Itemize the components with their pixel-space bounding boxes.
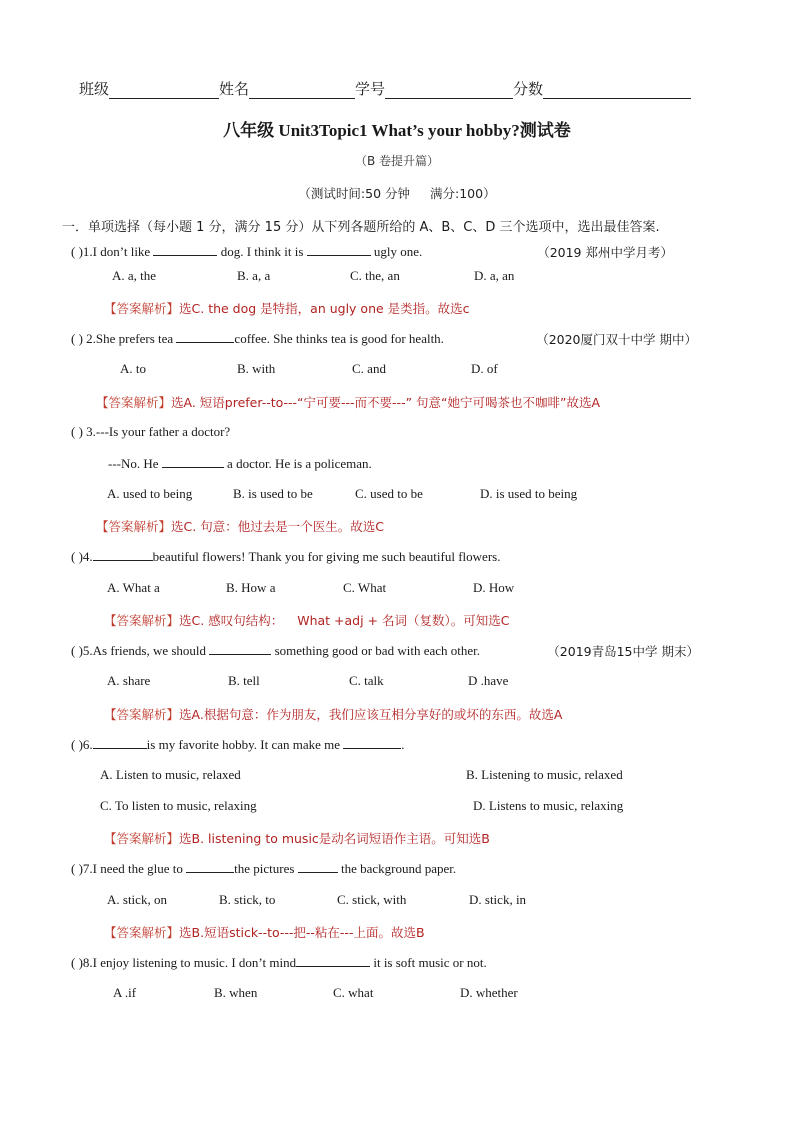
page-subtitle: （B 卷提升篇）: [354, 154, 440, 168]
answer-explanation-4: 【答案解析】选C. 感叹句结构： What +adj + 名词（复数）。可知选C: [104, 613, 510, 628]
answer-blank[interactable]: [153, 243, 217, 256]
option-a[interactable]: A. share: [107, 673, 151, 688]
answer-tag: 【答案解析】: [104, 301, 180, 316]
score-field[interactable]: [543, 82, 691, 99]
option-c[interactable]: C. and: [352, 361, 386, 376]
answer-explanation-5: 【答案解析】选A.根据句意：作为朋友，我们应该互相分享好的或坏的东西。故选A: [104, 707, 563, 722]
option-d[interactable]: D. How: [473, 580, 515, 595]
answer-explanation-1: 【答案解析】选C. the dog 是特指，an ugly one 是类指。故选c: [104, 301, 470, 316]
name-label: 姓名: [219, 80, 250, 98]
option-b[interactable]: B. Listening to music, relaxed: [466, 767, 623, 782]
option-a[interactable]: A .if: [113, 985, 137, 1000]
test-time: （测试时间:50 分钟: [298, 186, 411, 201]
question-stem: I don’t like: [92, 244, 154, 259]
option-a[interactable]: A. a, the: [112, 268, 157, 283]
question-2: ( ) 2.She prefers tea coffee. She thinks tea is good for health. （2020厦门双十中学 期中）: [71, 331, 697, 347]
answer-blank[interactable]: [298, 860, 338, 873]
option-a[interactable]: A. stick, on: [107, 892, 167, 907]
answer-blank[interactable]: [162, 455, 224, 468]
option-c[interactable]: C. used to be: [355, 486, 423, 501]
test-full-score: 满分:100）: [430, 186, 496, 201]
option-a[interactable]: A. Listen to music, relaxed: [100, 767, 241, 782]
question-7: ( )7.I need the glue to the pictures the background paper.: [71, 861, 457, 876]
question-3: ( ) 3.---Is your father a doctor?: [71, 424, 231, 439]
option-d[interactable]: D .have: [468, 673, 509, 688]
option-c[interactable]: C. the, an: [350, 268, 400, 283]
option-b[interactable]: B. a, a: [237, 268, 271, 283]
option-d[interactable]: D. is used to being: [480, 486, 578, 501]
answer-explanation-7: 【答案解析】选B.短语stick--to---把--粘在---上面。故选B: [104, 925, 425, 940]
score-label: 分数: [513, 80, 544, 98]
answer-blank[interactable]: [307, 243, 371, 256]
answer-blank[interactable]: [176, 330, 234, 343]
answer-explanation-2: 【答案解析】选A. 短语prefer--to---“宁可要---而不要---” 句意“她宁可喝茶也不咖啡”故选A: [96, 395, 601, 410]
option-c[interactable]: C. What: [343, 580, 387, 595]
options-6: [100, 767, 660, 813]
answer-blank[interactable]: [93, 548, 153, 561]
student-info-header: [79, 78, 709, 98]
question-6: ( )6. is my favorite hobby. It can make me .: [71, 737, 405, 752]
class-label: 班级: [79, 80, 110, 98]
question-source: （2020厦门双十中学 期中）: [536, 332, 697, 347]
answer-explanation-6: 【答案解析】选B. listening to music是动名词短语作主语。可知选B: [104, 831, 490, 846]
option-b[interactable]: B. when: [214, 985, 258, 1000]
class-field[interactable]: [109, 82, 219, 99]
question-number: ( )4.: [71, 549, 93, 564]
question-number: ( )5.: [71, 643, 93, 658]
question-8: ( )8.I enjoy listening to music. I don’t mind it is soft music or not.: [71, 955, 487, 970]
option-b[interactable]: B. tell: [228, 673, 260, 688]
option-c[interactable]: C. stick, with: [337, 892, 407, 907]
page-title: 八年级 Unit3Topic1 What’s your hobby?测试卷: [223, 121, 571, 140]
option-c[interactable]: C. To listen to music, relaxing: [100, 798, 257, 813]
option-d[interactable]: D. of: [471, 361, 498, 376]
question-number: ( ) 2.: [71, 331, 96, 346]
test-meta: [0, 184, 794, 202]
option-d[interactable]: D. stick, in: [469, 892, 527, 907]
option-a[interactable]: A. to: [120, 361, 146, 376]
option-c[interactable]: C. what: [333, 985, 374, 1000]
option-b[interactable]: B. with: [237, 361, 276, 376]
question-number: ( )1.: [71, 244, 93, 259]
name-field[interactable]: [249, 82, 355, 99]
question-4: ( )4. beautiful flowers! Thank you for giving me such beautiful flowers.: [71, 549, 501, 564]
question-3-reply: ---No. He a doctor. He is a policeman.: [108, 456, 372, 471]
option-a[interactable]: A. What a: [107, 580, 160, 595]
question-number: ( )6.: [71, 737, 93, 752]
option-b[interactable]: B. How a: [226, 580, 276, 595]
option-b[interactable]: B. is used to be: [233, 486, 313, 501]
option-c[interactable]: C. talk: [349, 673, 384, 688]
answer-blank[interactable]: [186, 860, 234, 873]
section-heading: 一．单项选择（每小题 1 分，满分 15 分）从下列各题所给的 A、B、C、D 三个选项中，选出最佳答案.: [62, 220, 660, 235]
number-field[interactable]: [385, 82, 513, 99]
option-d[interactable]: D. whether: [460, 985, 518, 1000]
answer-blank[interactable]: [93, 736, 147, 749]
question-5: ( )5.As friends, we should something good or bad with each other. （2019青岛15中学 期末）: [71, 643, 699, 659]
answer-explanation-3: 【答案解析】选C. 句意：他过去是一个医生。故选C: [96, 519, 384, 534]
option-a[interactable]: A. used to being: [107, 486, 193, 501]
question-source: （2019青岛15中学 期末）: [547, 644, 699, 659]
answer-blank[interactable]: [296, 954, 370, 967]
question-number: ( )8.: [71, 955, 93, 970]
answer-blank[interactable]: [209, 642, 271, 655]
option-b[interactable]: B. stick, to: [219, 892, 276, 907]
option-d[interactable]: D. Listens to music, relaxing: [473, 798, 624, 813]
question-number: ( ) 3.: [71, 424, 96, 439]
answer-blank[interactable]: [343, 736, 401, 749]
question-1: ( )1.I don’t like dog. I think it is ugly one. （2019 郑州中学月考）: [71, 244, 673, 260]
option-d[interactable]: D. a, an: [474, 268, 515, 283]
question-number: ( )7.: [71, 861, 93, 876]
question-source: （2019 郑州中学月考）: [537, 245, 673, 260]
number-label: 学号: [355, 80, 386, 98]
